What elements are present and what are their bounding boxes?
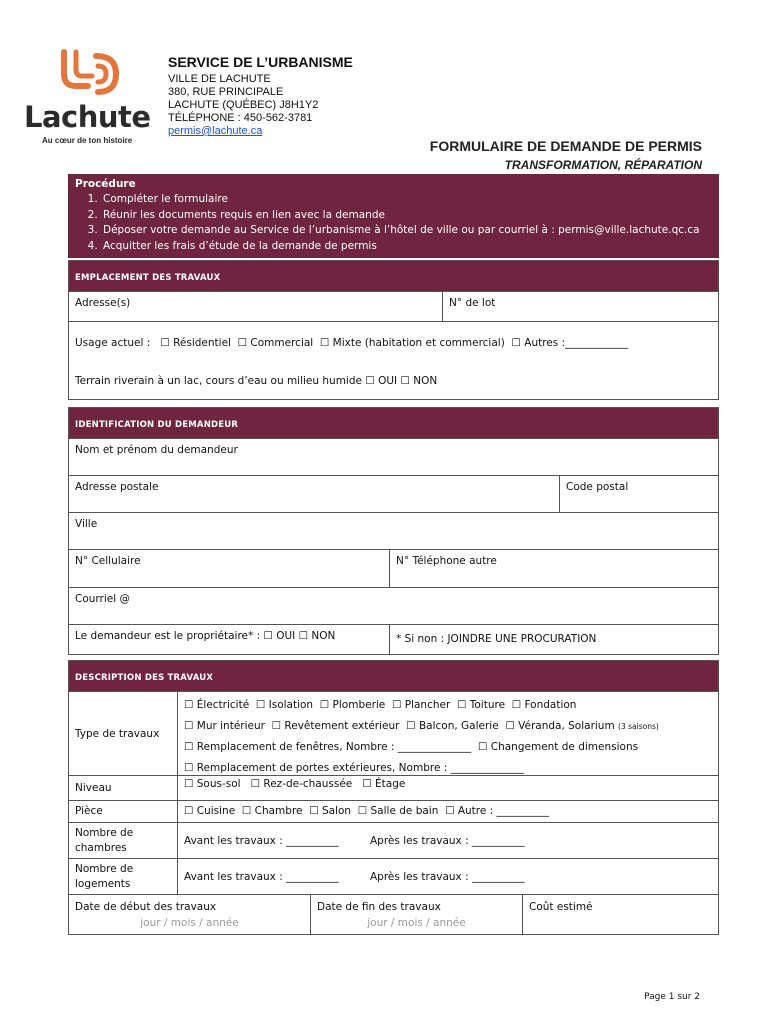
type-options <box>177 692 718 775</box>
niveau-label-cell <box>69 776 177 800</box>
option-label: Véranda, Solarium <box>518 719 615 732</box>
piece-label: Pièce <box>75 805 103 817</box>
checkbox-owner-non[interactable]: ☐ <box>298 630 309 642</box>
checkbox-chambre[interactable]: ☐ <box>241 805 252 817</box>
name-label: Nom et prénom du demandeur <box>75 444 238 456</box>
chambres-label: Nombre de chambres <box>75 827 134 854</box>
phone-row <box>69 549 718 587</box>
chambres-fields <box>177 823 718 858</box>
option-label: Fondation <box>524 699 577 711</box>
procedure-box <box>68 174 719 258</box>
usage-label: Usage actuel : <box>75 336 151 349</box>
option-label: Mixte (habitation et commercial) <box>332 336 505 349</box>
lachute-logo-mark <box>58 48 128 100</box>
other-phone-field[interactable] <box>389 550 718 587</box>
service-line: 380, RUE PRINCIPALE <box>168 86 284 98</box>
option-label: Commercial <box>250 336 314 349</box>
checkbox-balcon[interactable]: ☐ <box>406 719 416 732</box>
logo-wordmark: Lachute <box>24 100 151 134</box>
logements-after-field[interactable]: Après les travaux : __________ <box>370 870 525 883</box>
procedure-title: Procédure <box>75 178 136 190</box>
description-section <box>68 660 719 935</box>
type-label: Type de travaux <box>75 727 160 740</box>
service-title: SERVICE DE L’URBANISME <box>168 54 353 70</box>
procedure-step: 3. Déposer votre demande au Service de l’urbanisme à l’hôtel de ville ou par courriel à : permis@ville.lachute.qc.ca <box>101 223 712 239</box>
postal-code-field[interactable] <box>559 476 718 512</box>
name-row <box>69 438 718 475</box>
terrain-row <box>69 363 718 399</box>
end-date-field[interactable] <box>310 895 522 934</box>
option-label: Autre : __________ <box>457 805 550 817</box>
niveau-row <box>69 775 718 800</box>
service-line: TÉLÉPHONE : 450-562-3781 <box>168 112 313 124</box>
city-row <box>69 512 718 549</box>
niveau-options <box>177 776 718 800</box>
piece-row <box>69 800 718 822</box>
other-phone-label: N° Téléphone autre <box>396 555 497 567</box>
name-field[interactable] <box>69 439 718 475</box>
address-label: Adresse(s) <box>75 297 131 309</box>
start-date-field[interactable] <box>69 895 310 934</box>
service-line: VILLE DE LACHUTE <box>168 73 271 85</box>
procedure-step: 1. Compléter le formulaire <box>101 192 712 208</box>
option-label: Mur intérieur <box>196 719 265 732</box>
usage-row <box>69 321 718 363</box>
option-label: Plancher <box>404 699 451 711</box>
chambres-before-field[interactable]: Avant les travaux : __________ <box>184 834 339 847</box>
checkbox-salle-de-bain[interactable]: ☐ <box>357 805 368 817</box>
checkbox-rez-de-chaussee[interactable]: ☐ <box>250 778 261 790</box>
niveau-label: Niveau <box>75 782 112 794</box>
address-field[interactable] <box>69 292 442 321</box>
option-label: Cuisine <box>196 805 236 817</box>
logements-before-field[interactable]: Avant les travaux : __________ <box>184 870 339 883</box>
proxy-note-text: * Si non : JOINDRE UNE PROCURATION <box>396 633 597 645</box>
option-label: OUI <box>378 375 398 387</box>
option-label: Chambre <box>254 805 303 817</box>
checkbox-portes[interactable]: ☐ <box>184 761 194 774</box>
usage-group <box>69 332 634 354</box>
cost-field[interactable] <box>522 895 718 934</box>
start-date-hint: jour / mois / année <box>140 917 239 929</box>
option-label: Salle de bain <box>370 805 439 817</box>
email-label: Courriel @ <box>75 593 130 605</box>
service-line: LACHUTE (QUÉBEC) J8H1Y2 <box>168 99 319 111</box>
demandeur-section <box>68 407 719 655</box>
checkbox-veranda[interactable]: ☐ <box>505 719 515 732</box>
owner-group <box>69 625 389 654</box>
address-row <box>69 291 718 321</box>
checkbox-fondation[interactable]: ☐ <box>511 699 522 711</box>
option-label: Balcon, Galerie <box>418 719 499 732</box>
email-row <box>69 587 718 624</box>
option-label: Rez-de-chaussée <box>263 778 353 790</box>
option-label: Changement de dimensions <box>490 741 639 753</box>
procedure-step: 2. Réunir les documents requis en lien avec la demande <box>101 208 712 224</box>
proxy-note <box>389 625 718 654</box>
owner-row <box>69 624 718 654</box>
option-label: Remplacement de portes extérieures, Nombre : ______________ <box>196 761 525 774</box>
checkbox-terrain-non[interactable]: ☐ <box>400 375 410 387</box>
service-email-link[interactable]: permis@lachute.ca <box>168 125 263 137</box>
option-label: Résidentiel <box>173 336 231 349</box>
checkbox-isolation[interactable]: ☐ <box>255 699 266 711</box>
option-label: NON <box>413 375 438 387</box>
checkbox-fenetres[interactable]: ☐ <box>184 741 194 753</box>
checkbox-mur-interieur[interactable]: ☐ <box>184 719 194 732</box>
option-label: Salon <box>321 805 352 817</box>
chambres-label-cell <box>69 823 177 858</box>
city-field[interactable] <box>69 513 718 549</box>
checkbox-revetement[interactable]: ☐ <box>271 719 282 732</box>
type-line <box>184 695 712 716</box>
option-label: Remplacement de fenêtres, Nombre : ______________ <box>196 741 472 753</box>
end-date-label: Date de fin des travaux <box>317 901 441 913</box>
piece-label-cell <box>69 801 177 822</box>
option-label: Isolation <box>268 699 314 711</box>
postal-code-label: Code postal <box>566 481 629 493</box>
emplacement-section <box>68 260 719 400</box>
postal-address-label: Adresse postale <box>75 481 159 493</box>
type-line <box>184 716 712 738</box>
checkbox-plomberie[interactable]: ☐ <box>319 699 330 711</box>
lot-label: N° de lot <box>449 297 496 309</box>
checkbox-mixte[interactable]: ☐ <box>319 336 330 349</box>
owner-label: Le demandeur est le propriétaire* : <box>75 630 261 642</box>
type-line <box>184 758 712 779</box>
checkbox-etage[interactable]: ☐ <box>362 778 372 790</box>
checkbox-electricite[interactable]: ☐ <box>184 699 194 711</box>
cell-phone-label: N° Cellulaire <box>75 555 141 567</box>
checkbox-terrain-oui[interactable]: ☐ <box>365 375 375 387</box>
option-label: NON <box>311 630 336 642</box>
option-label: Étage <box>375 778 406 790</box>
page-number: Page 1 sur 2 <box>644 992 700 1002</box>
postal-address-field[interactable] <box>69 476 559 512</box>
dates-row <box>69 894 718 934</box>
cost-label: Coût estimé <box>529 901 593 913</box>
chambres-row <box>69 822 718 858</box>
logo-tagline: Au cœur de ton histoire <box>42 136 133 145</box>
type-line <box>184 737 712 758</box>
checkbox-salon[interactable]: ☐ <box>309 805 319 817</box>
option-label: OUI <box>276 630 296 642</box>
procedure-step: 4. Acquitter les frais d’étude de la demande de permis <box>101 239 712 255</box>
option-label: Autres :____________ <box>524 336 629 349</box>
terrain-group <box>69 370 443 392</box>
option-label: Sous-sol <box>196 778 241 790</box>
logements-fields <box>177 859 718 894</box>
checkbox-dimensions[interactable]: ☐ <box>478 741 488 753</box>
type-label-cell <box>69 692 177 775</box>
checkbox-toiture[interactable]: ☐ <box>456 699 467 711</box>
option-label: Revêtement extérieur <box>284 719 400 732</box>
type-row <box>69 691 718 775</box>
checkbox-owner-oui[interactable]: ☐ <box>263 630 273 642</box>
option-label: Plomberie <box>332 699 386 711</box>
emplacement-header: EMPLACEMENT DES TRAVAUX <box>69 261 718 291</box>
form-subtitle: TRANSFORMATION, RÉPARATION <box>504 158 702 172</box>
email-field[interactable] <box>69 588 718 624</box>
service-contact <box>168 54 428 138</box>
terrain-label: Terrain riverain à un lac, cours d’eau ou milieu humide <box>75 375 362 387</box>
option-label: Toiture <box>469 699 506 711</box>
veranda-note: (3 saisons) <box>618 721 659 731</box>
checkbox-autre-piece[interactable]: ☐ <box>445 805 455 817</box>
checkbox-residentiel[interactable]: ☐ <box>160 336 170 349</box>
checkbox-cuisine[interactable]: ☐ <box>184 805 194 817</box>
cell-phone-field[interactable] <box>69 550 389 587</box>
city-label: Ville <box>75 518 98 530</box>
end-date-hint: jour / mois / année <box>367 917 466 929</box>
checkbox-autres[interactable]: ☐ <box>511 336 521 349</box>
checkbox-sous-sol[interactable]: ☐ <box>184 778 194 790</box>
logements-label-cell <box>69 859 177 894</box>
lot-field[interactable] <box>442 292 718 321</box>
lachute-logo <box>24 48 149 148</box>
chambres-after-field[interactable]: Après les travaux : __________ <box>370 834 525 847</box>
start-date-label: Date de début des travaux <box>75 901 217 913</box>
option-label: Électricité <box>196 699 250 711</box>
logements-label: Nombre de logements <box>75 863 134 890</box>
checkbox-commercial[interactable]: ☐ <box>237 336 248 349</box>
logements-row <box>69 858 718 894</box>
demandeur-header: IDENTIFICATION DU DEMANDEUR <box>69 408 718 438</box>
description-header: DESCRIPTION DES TRAVAUX <box>69 661 718 691</box>
piece-options <box>177 801 718 822</box>
postal-address-row <box>69 475 718 512</box>
form-title: FORMULAIRE DE DEMANDE DE PERMIS <box>429 138 702 154</box>
checkbox-plancher[interactable]: ☐ <box>391 699 402 711</box>
